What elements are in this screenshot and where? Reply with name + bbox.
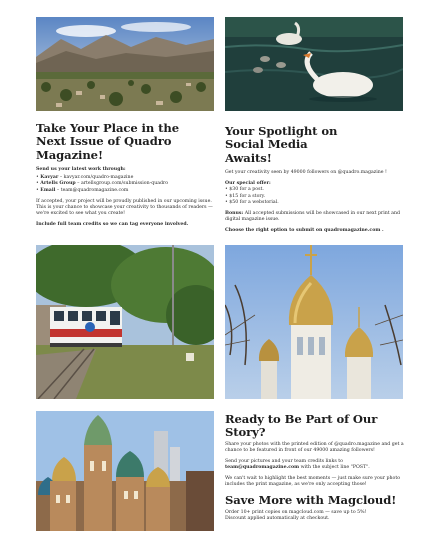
save-text[interactable]: Order 10+ print copies on magcloud.com — save up to 5%! [225, 509, 367, 515]
offer-list [225, 187, 405, 205]
credits-note: Include full team credits so we can tag everyone involved. [36, 221, 189, 227]
story-title: Ready to Be Part of Our Story? [225, 412, 378, 440]
bonus-text: Bonus: All accepted submissions will be showcased in our next print and digital magazine issue. [225, 210, 400, 222]
accepted-text: If accepted, your project will be proudly published in our upcoming issue. This is your chance to showcase your creativity to thousands of readers — we're excited to see what you create! [36, 198, 213, 216]
photo-tram [36, 245, 214, 399]
offer-item: • $15 for a story. [225, 194, 405, 200]
story-para1: Share your photos with the printed edition of @quadro.magazine and get a chance to be featured in front of our 49000 amazing followers! [225, 441, 404, 453]
offer-item: • $30 for a post. [225, 187, 405, 193]
send-heading: Send us your latest work through: [36, 167, 126, 173]
story-para2: Send your pictures and your team credits links to team@quadromagazine.com with the subject line "POST". [225, 459, 370, 471]
link-kavyar[interactable]: • Kavyar – kavyar.com/quadro-magazine [36, 175, 222, 181]
story-para3: We can't wait to highlight the best moments — just make sure your photo includes the print magazine, as we're only accepting those! [225, 476, 401, 488]
link-artells[interactable]: • Artells Group – artellsgroup.com/submission-quadro [36, 181, 222, 187]
link-email[interactable]: • Email – team@quadromagazine.com [36, 188, 222, 194]
save-title: Save More with Magcloud! [225, 493, 397, 508]
submission-section [36, 122, 222, 228]
photo-swans [225, 17, 403, 111]
photo-golden-domes [225, 245, 403, 399]
story-section [225, 413, 405, 522]
social-title: Your Spotlight on Social Media Awaits! [225, 124, 338, 165]
photo-cathedral [36, 411, 214, 531]
story-email[interactable]: team@quadromagazine.com [225, 465, 300, 471]
offer-heading: Our special offer: [225, 181, 271, 187]
social-section [225, 125, 405, 234]
social-intro: Get your creativity seen by 49000 followers on @quadro.magazine ! [225, 170, 387, 176]
save-sub: Discount applied automatically at checkout. [225, 515, 330, 521]
submission-links [36, 175, 222, 193]
offer-item: • $50 for a webstorial. [225, 200, 405, 206]
photo-mountain-valley [36, 17, 214, 111]
submission-title: Take Your Place in the Next Issue of Quadro Magazine! [36, 121, 179, 162]
choose-text[interactable]: Choose the right option to submit on quadromagazine.com . [225, 227, 384, 233]
